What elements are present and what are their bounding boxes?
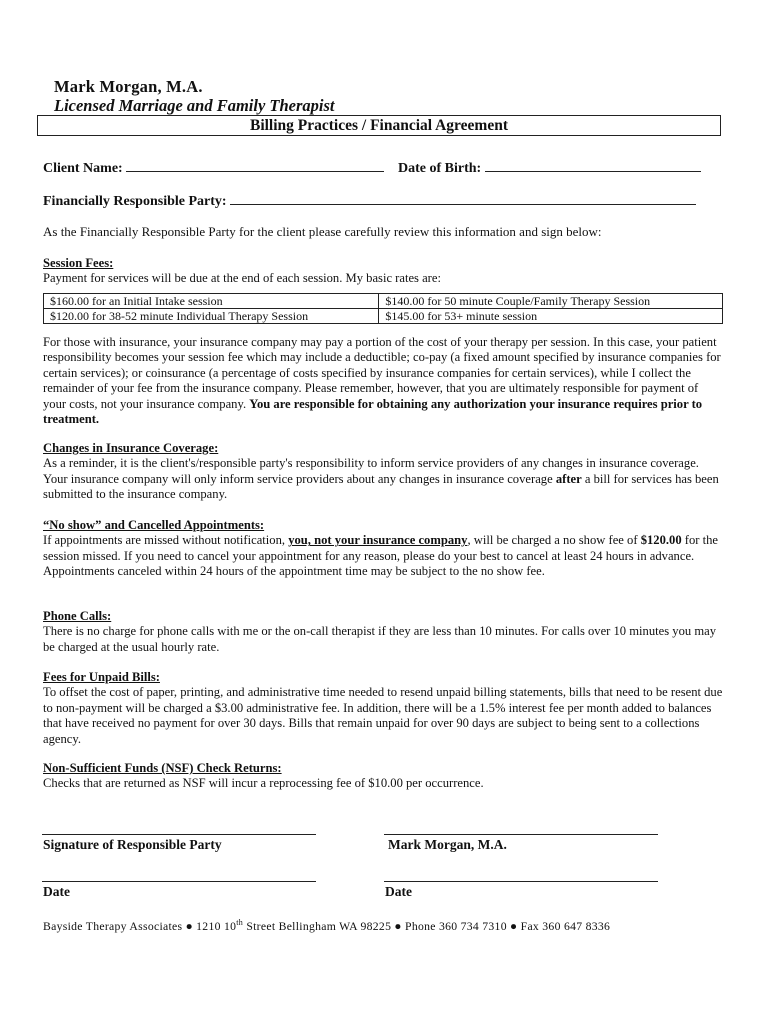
noshow-emph: you, not your insurance company <box>288 533 468 548</box>
noshow-heading: “No show” and Cancelled Appointments: <box>43 518 265 532</box>
nsf-heading: Non-Sufficient Funds (NSF) Check Returns: <box>43 761 282 775</box>
rates-table <box>43 293 723 324</box>
session-fees-text: Payment for services will be due at the end of each session. My basic rates are: <box>43 271 441 286</box>
client-name-label: Client Name: <box>43 161 123 176</box>
date-line-left[interactable] <box>42 881 316 882</box>
date-label-right: Date <box>385 884 412 899</box>
rate-cell: $145.00 for 53+ minute session <box>379 309 723 324</box>
changes-bold: after <box>555 471 582 486</box>
client-name-line[interactable] <box>126 159 384 172</box>
intro-text: As the Financially Responsible Party for the client please carefully review this information and sign below: <box>43 224 602 239</box>
signature-label-right: Mark Morgan, M.A. <box>388 837 507 852</box>
session-fees-heading: Session Fees: <box>43 256 114 270</box>
signature-line-left[interactable] <box>42 834 316 835</box>
footer-contact <box>43 918 610 933</box>
dob-label: Date of Birth: <box>398 161 482 176</box>
noshow-text-2: , will be charged a no show fee of <box>467 533 641 548</box>
unpaid-heading: Fees for Unpaid Bills: <box>43 670 160 684</box>
nsf-text: Checks that are returned as NSF will incur a reprocessing fee of $10.00 per occurrence. <box>43 776 484 791</box>
responsible-party-label: Financially Responsible Party: <box>43 194 227 209</box>
rate-cell: $140.00 for 50 minute Couple/Family Therapy Session <box>379 294 723 309</box>
responsible-party-field[interactable] <box>43 192 696 210</box>
responsible-party-line[interactable] <box>230 192 696 205</box>
phone-section <box>43 609 723 655</box>
table-row <box>44 309 723 324</box>
changes-section <box>43 441 723 503</box>
noshow-text-3: for the session missed. If you need to cancel your appointment for any reason, please do your best to cancel at least 24 hours in advance. Appointments canceled within 24 hours of the appointment time may be subject to the no show fee. <box>43 533 718 579</box>
changes-heading: Changes in Insurance Coverage: <box>43 441 219 455</box>
noshow-text-1: If appointments are missed without notification, <box>43 533 289 548</box>
rate-cell: $160.00 for an Initial Intake session <box>44 294 379 309</box>
phone-text: There is no charge for phone calls with me or the on-call therapist if they are less than 10 minutes. For calls over 10 minutes you may be charged at the usual hourly rate. <box>43 624 717 654</box>
unpaid-section <box>43 670 723 747</box>
rate-cell: $120.00 for 38-52 minute Individual Therapy Session <box>44 309 379 324</box>
signature-line-right[interactable] <box>384 834 658 835</box>
table-row <box>44 294 723 309</box>
form-title: Billing Practices / Financial Agreement <box>37 115 721 136</box>
phone-heading: Phone Calls: <box>43 609 112 623</box>
changes-text-1: As a reminder, it is the client's/responsible party's responsibility to inform service providers of any changes in insurance coverage. Your insurance company will only inform service providers about any changes in insurance coverage <box>43 456 699 486</box>
signature-label-left: Signature of Responsible Party <box>43 837 222 852</box>
client-name-field[interactable] <box>43 159 384 177</box>
noshow-fee: $120.00 <box>640 533 682 548</box>
session-fees-section <box>43 256 723 287</box>
therapist-title: Licensed Marriage and Family Therapist <box>54 96 335 115</box>
dob-field[interactable] <box>398 159 701 177</box>
noshow-section <box>43 518 723 580</box>
insurance-paragraph <box>43 335 723 427</box>
date-line-right[interactable] <box>384 881 658 882</box>
changes-text-2: a bill for services has been submitted to the insurance company. <box>43 471 719 502</box>
footer-part-2: Street Bellingham WA 98225 ● Phone 360 734 7310 ● Fax 360 647 8336 <box>243 919 611 933</box>
footer-sup: th <box>236 918 244 927</box>
dob-line[interactable] <box>485 159 701 172</box>
insurance-text: For those with insurance, your insurance company may pay a portion of the cost of your therapy per session. In this case, your patient responsibility becomes your session fee which may include a deductible; co-pay (a fixed amount specified by insurance companies for certain services); or coinsurance (a percentage of costs specified by insurance companies for certain services), while I collect the remainder of your fee from the insurance company. Please remember, however, that you are ultimately responsible for payment of your costs, not your insurance company. <box>43 335 721 411</box>
nsf-section <box>43 761 723 792</box>
insurance-bold-text: You are responsible for obtaining any authorization your insurance requires prior to treatment. <box>43 396 703 427</box>
footer-part-1: Bayside Therapy Associates ● 1210 10 <box>43 919 237 933</box>
unpaid-text: To offset the cost of paper, printing, and administrative time needed to resend unpaid billing statements, bills that need to be resent due to non-payment will be charged a $3.00 administrative fee. In addition, there will be a 1.5% interest fee per month added to balances that have received no payment for over 30 days. Bills that remain unpaid for over 90 days are subject to being sent to a collections agency. <box>43 685 723 746</box>
therapist-name: Mark Morgan, M.A. <box>54 77 203 96</box>
date-label-left: Date <box>43 884 70 899</box>
